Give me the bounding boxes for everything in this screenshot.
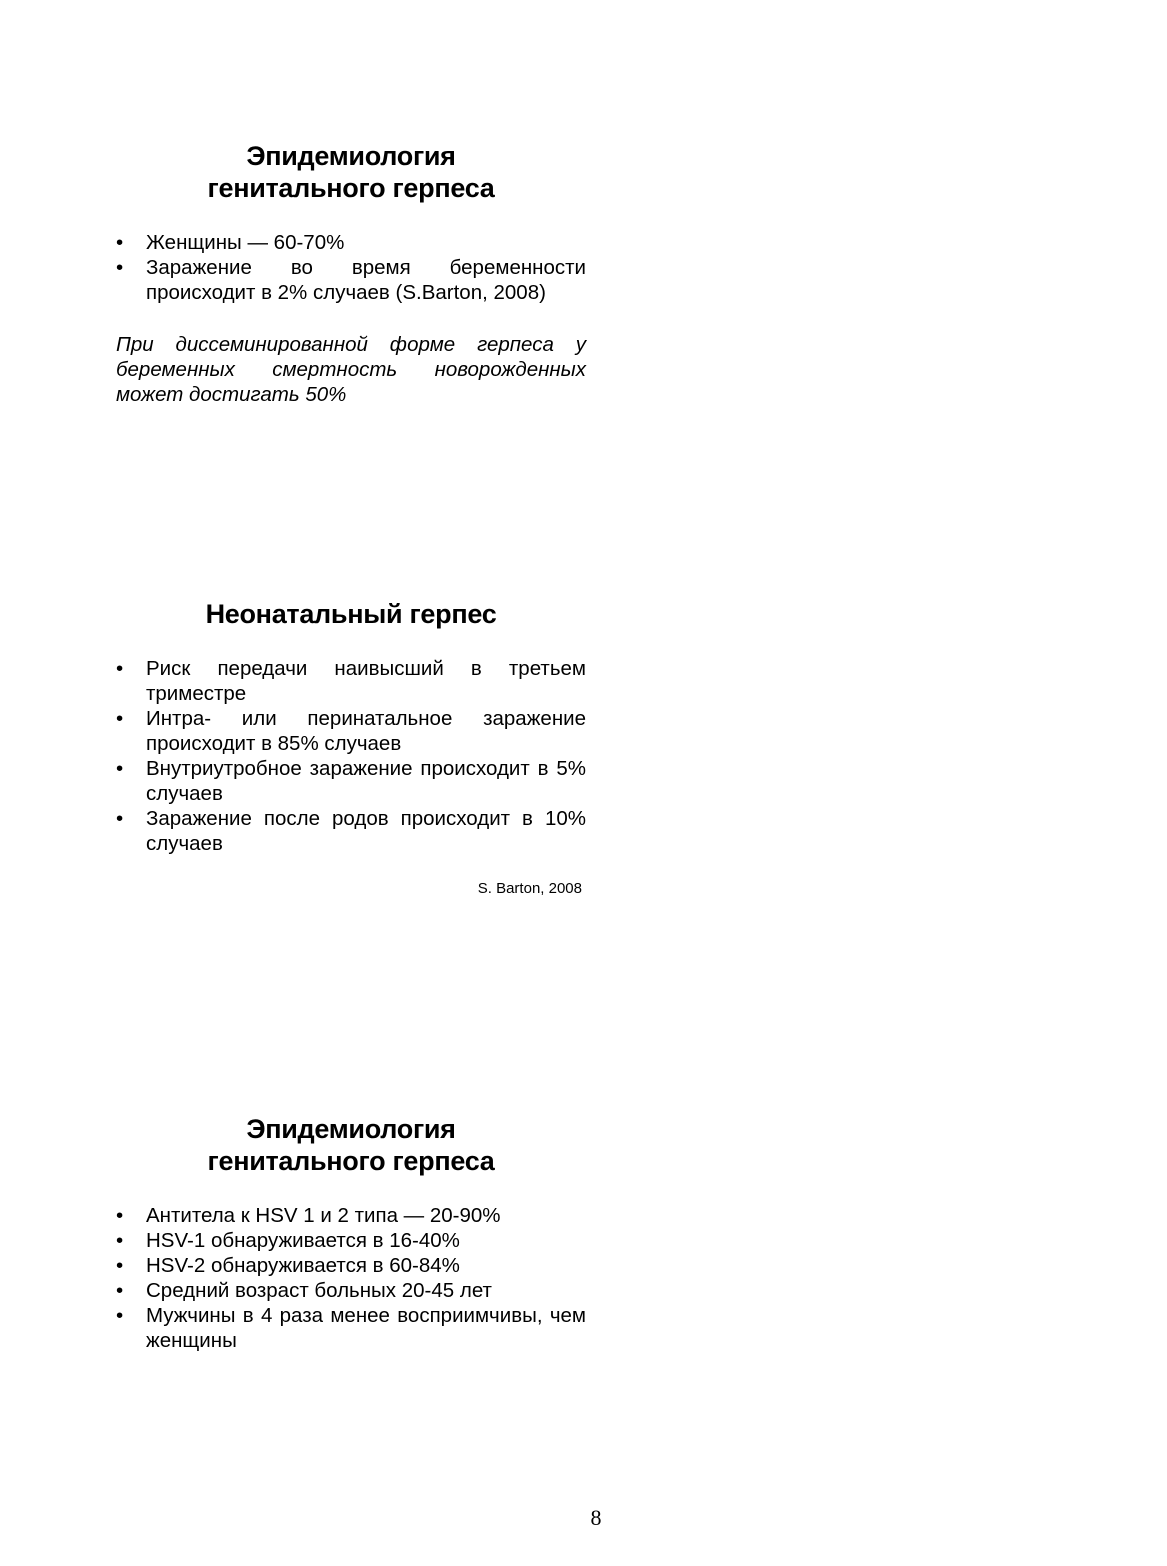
slide-title-line: генитального герпеса <box>207 173 495 203</box>
slide-neonatal-herpes <box>116 598 586 898</box>
slide-title <box>116 140 586 204</box>
bullet-item: • Риск передачи наивысший в третьем триместре <box>116 656 586 706</box>
slide-title <box>116 1113 586 1177</box>
bullet-list <box>116 656 586 856</box>
bullet-item: • Мужчины в 4 раза менее восприимчивы, чем женщины <box>116 1303 586 1353</box>
bullet-item: • Заражение во время беременности происходит в 2% случаев (S.Barton, 2008) <box>116 255 586 305</box>
slide-epidemiology-2 <box>116 1113 586 1353</box>
page-number: 8 <box>590 1505 602 1530</box>
bullet-item: • Интра- или перинатальное заражение происходит в 85% случаев <box>116 706 586 756</box>
slide-title-line: Неонатальный герпес <box>205 599 497 629</box>
bullet-item: • Средний возраст больных 20-45 лет <box>116 1278 586 1303</box>
slide-title-line: Эпидемиология <box>246 141 456 171</box>
bullet-item: • HSV-2 обнаруживается в 60-84% <box>116 1253 586 1278</box>
slide-epidemiology-1 <box>116 140 586 407</box>
bullet-item: • Женщины — 60-70% <box>116 230 586 255</box>
bullet-list <box>116 230 586 305</box>
source-citation: S. Barton, 2008 <box>477 880 582 897</box>
bullet-item: • HSV-1 обнаруживается в 16-40% <box>116 1228 586 1253</box>
bullet-list <box>116 1203 586 1353</box>
slide-title-line: генитального герпеса <box>207 1146 495 1176</box>
italic-note: При диссеминированной форме герпеса у беременных смертность новорожденных может достигать 50% <box>116 333 586 406</box>
bullet-item: • Заражение после родов происходит в 10% случаев <box>116 806 586 856</box>
slide-title-line: Эпидемиология <box>246 1114 456 1144</box>
bullet-item: • Антитела к HSV 1 и 2 типа — 20-90% <box>116 1203 586 1228</box>
bullet-item: • Внутриутробное заражение происходит в 5% случаев <box>116 756 586 806</box>
slide-title <box>116 598 586 630</box>
